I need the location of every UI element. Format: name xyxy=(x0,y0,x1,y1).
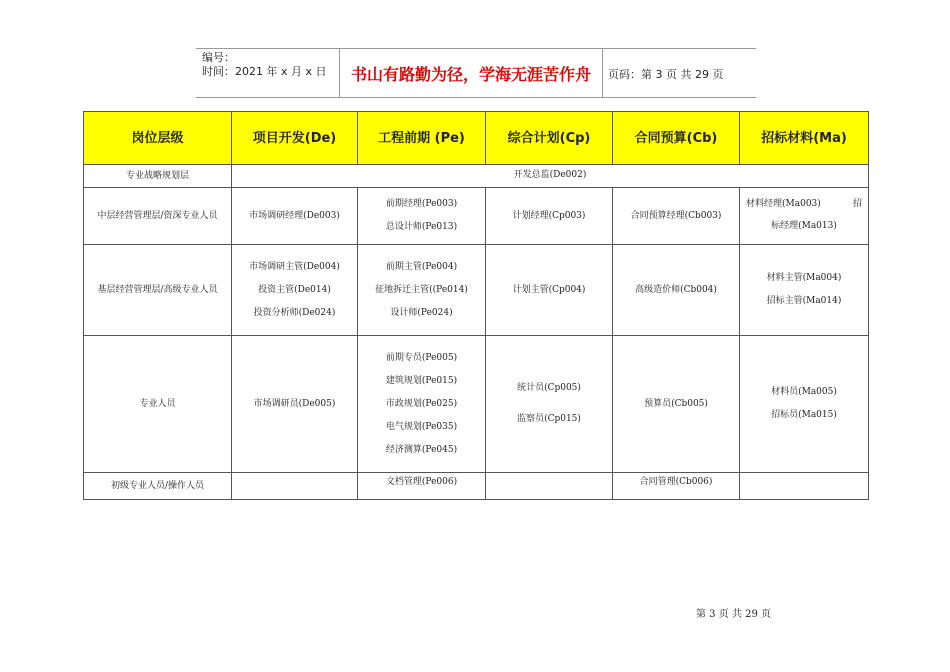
col-header-cb: 合同预算(Cb) xyxy=(613,112,740,165)
table-row xyxy=(84,188,869,245)
level-cell: 基层经营管理层/高级专业人员 xyxy=(84,245,232,336)
level-cell: 专业战略规划层 xyxy=(84,165,232,188)
list-item: 电气规划(Pe035) xyxy=(385,421,458,432)
list-item: 招标主管(Ma014) xyxy=(766,296,842,306)
table-row xyxy=(84,165,869,188)
pe-cell: 文档管理(Pe006) xyxy=(358,473,486,500)
table-header-row xyxy=(84,112,869,165)
table-row xyxy=(84,245,869,336)
de-cell xyxy=(232,473,358,500)
cb-cell: 预算员(Cb005) xyxy=(613,336,740,473)
col-header-level: 岗位层级 xyxy=(84,112,232,165)
list-item: 建筑规划(Pe015) xyxy=(385,375,458,386)
pe-cell xyxy=(358,336,486,473)
page-footer: 第 3 页 共 29 页 xyxy=(696,609,771,620)
level-cell: 专业人员 xyxy=(84,336,232,473)
col-header-de: 项目开发(De) xyxy=(232,112,358,165)
de-cell: 市场调研经理(De003) xyxy=(232,188,358,245)
list-item: 征地拆迁主管((Pe014) xyxy=(375,284,468,295)
merged-cell: 开发总监(De002) xyxy=(232,165,869,188)
date-label: 时间：2021 年 x 月 x 日 xyxy=(202,65,327,78)
list-item: 材料主管(Ma004) xyxy=(766,273,842,283)
ma-cell xyxy=(740,336,869,473)
ma-cell xyxy=(740,188,869,245)
pe-cell xyxy=(358,245,486,336)
list-item: 监察员(Cp015) xyxy=(517,414,581,424)
pe-cell xyxy=(358,188,486,245)
ma-cell xyxy=(740,245,869,336)
level-cell: 中层经营管理层/资深专业人员 xyxy=(84,188,232,245)
document-header xyxy=(196,48,756,98)
list-item: 投资分析师(De024) xyxy=(253,307,336,318)
list-item: 市场调研主管(De004) xyxy=(249,261,340,272)
col-header-cp: 综合计划(Cp) xyxy=(486,112,613,165)
list-item: 前期专员(Pe005) xyxy=(385,352,458,363)
cp-cell xyxy=(486,473,613,500)
header-motto: 书山有路勤为径，学海无涯苦作舟 xyxy=(339,49,603,97)
col-header-ma: 招标材料(Ma) xyxy=(740,112,869,165)
list-item: 统计员(Cp005) xyxy=(517,383,581,393)
list-item: 投资主管(De014) xyxy=(258,284,331,295)
col-header-pe: 工程前期 (Pe) xyxy=(358,112,486,165)
table-row xyxy=(84,336,869,473)
header-meta xyxy=(202,51,340,79)
table-row xyxy=(84,473,869,500)
list-item: 市政规划(Pe025) xyxy=(385,398,458,409)
de-cell: 市场调研员(De005) xyxy=(232,336,358,473)
list-item: 前期主管(Pe004) xyxy=(385,261,458,272)
list-item: 前期经理(Pe003) xyxy=(385,199,458,209)
list-item: 材料员(Ma005) xyxy=(771,387,837,397)
ma-cell xyxy=(740,473,869,500)
list-item: 经济测算(Pe045) xyxy=(385,444,458,455)
cp-cell: 计划主管(Cp004) xyxy=(486,245,613,336)
header-page-info: 页码：第 3 页 共 29 页 xyxy=(608,68,724,81)
de-cell xyxy=(232,245,358,336)
list-item: 总设计师(Pe013) xyxy=(385,222,458,232)
cb-cell: 高级造价师(Cb004) xyxy=(613,245,740,336)
level-cell: 初级专业人员/操作人员 xyxy=(84,473,232,500)
cp-cell: 计划经理(Cp003) xyxy=(486,188,613,245)
cb-cell: 合同管理(Cb006) xyxy=(613,473,740,500)
list-item: 标经理(Ma013) xyxy=(771,221,837,231)
list-item: 招 xyxy=(852,199,862,209)
cb-cell: 合同预算经理(Cb003) xyxy=(613,188,740,245)
position-level-table xyxy=(83,111,869,500)
list-item: 材料经理(Ma003) xyxy=(746,199,821,209)
list-item: 招标员(Ma015) xyxy=(771,410,837,420)
cp-cell xyxy=(486,336,613,473)
list-item: 设计师(Pe024) xyxy=(390,307,453,318)
number-label: 编号： xyxy=(202,51,235,64)
